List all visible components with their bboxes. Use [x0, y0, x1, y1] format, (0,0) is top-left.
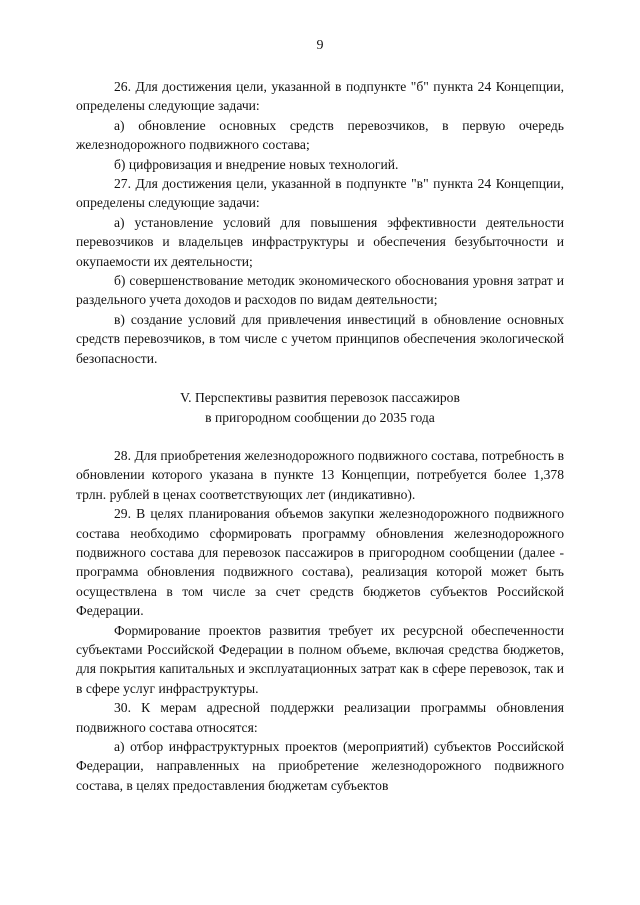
paragraph-27-b: б) совершенствование методик экономического обоснования уровня затрат и раздельного учета доходов и расходов по видам деятельности;	[76, 273, 564, 308]
section-heading-line-2: в пригородном сообщении до 2035 года	[205, 409, 435, 425]
paragraph-26-b: б) цифровизация и внедрение новых технологий.	[114, 156, 399, 172]
page-number: 9	[316, 38, 324, 53]
paragraph-29: 29. В целях планирования объемов закупки железнодорожного подвижного состава необходимо сформировать программу обновления железнодорожного подвижного состава для перевозок пассажиров в пригородном сообщении (далее - программа обновления подвижного состава), реализация которой может быть осуществлена в том числе за счет средств бюджетов субъектов Российской Федерации.	[76, 506, 564, 619]
paragraph-30: 30. К мерам адресной поддержки реализации программы обновления подвижного состава относятся:	[76, 700, 564, 735]
paragraph-26-a: а) обновление основных средств перевозчиков, в первую очередь железнодорожного подвижного состава;	[76, 117, 564, 153]
paragraph-29-continued: Формирование проектов развития требует их ресурсной обеспеченности субъектами Российской Федерации в полном объеме, включая средства бюджетов, для покрытия капитальных и эксплуатационных затрат как в сфере перевозок, так и в сфере услуг инфраструктуры.	[76, 622, 564, 696]
document-body	[76, 77, 564, 795]
section-heading	[76, 388, 564, 427]
paragraph-26: 26. Для достижения цели, указанной в подпункте "б" пункта 24 Концепции, определены следующие задачи:	[76, 79, 564, 114]
paragraph-27-v: в) создание условий для привлечения инвестиций в обновление основных средств перевозчиков, в том числе с учетом принципов обеспечения экологической безопасности.	[76, 311, 564, 366]
paragraph-28: 28. Для приобретения железнодорожного подвижного состава, потребность в обновлении которого указана в пункте 13 Концепции, потребуется более 1,378 трлн. рублей в ценах соответствующих лет (индикативно).	[76, 447, 564, 502]
paragraph-27: 27. Для достижения цели, указанной в подпункте "в" пункта 24 Концепции, определены следующие задачи:	[76, 176, 564, 211]
paragraph-27-a: а) установление условий для повышения эффективности деятельности перевозчиков и владельцев инфраструктуры и обеспечения безубыточности и окупаемости их деятельности;	[76, 214, 564, 269]
section-heading-line-1: V. Перспективы развития перевозок пассажиров	[180, 390, 460, 406]
paragraph-30-a: а) отбор инфраструктурных проектов (мероприятий) субъектов Российской Федерации, направленных на приобретение железнодорожного подвижного состава, в целях предоставления бюджетам субъектов	[76, 739, 564, 793]
